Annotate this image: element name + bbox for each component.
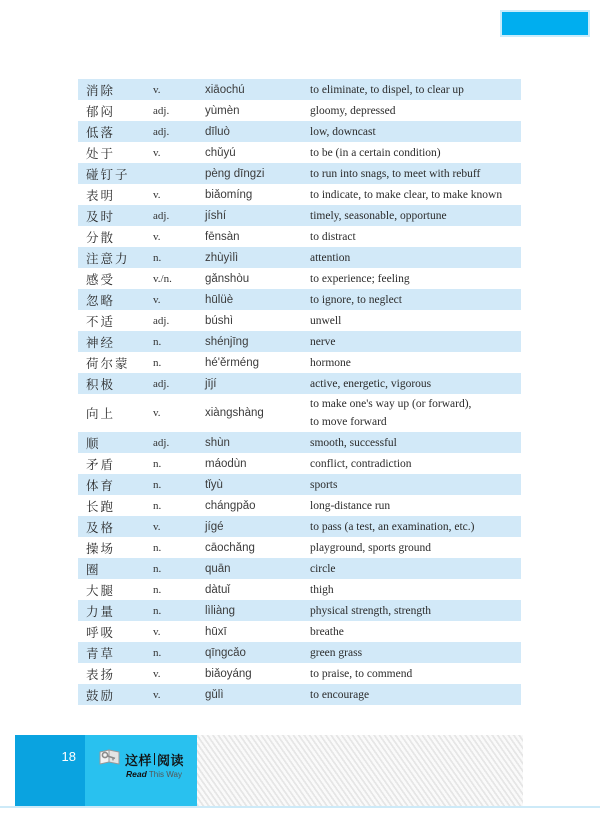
- definition-cell: nerve: [310, 335, 336, 348]
- pos-cell: n.: [153, 457, 162, 470]
- pos-cell: v.: [153, 667, 161, 680]
- definition-cell: to eliminate, to dispel, to clear up: [310, 83, 464, 96]
- pinyin-cell: chángpǎo: [205, 499, 256, 512]
- pos-cell: v./n.: [153, 272, 172, 285]
- logo-cn-right: 阅读: [157, 752, 185, 768]
- logo-chinese-title: [125, 750, 184, 769]
- pos-cell: n.: [153, 478, 162, 491]
- pos-cell: adj.: [153, 377, 170, 390]
- pos-cell: n.: [153, 335, 162, 348]
- vocab-row: [78, 79, 521, 100]
- pos-cell: n.: [153, 604, 162, 617]
- definition-cell: to distract: [310, 230, 356, 243]
- page-number-box: [15, 735, 85, 806]
- pinyin-cell: jíshí: [205, 209, 227, 222]
- top-accent-bar: [500, 10, 590, 37]
- definition-cell: to make one's way up (or forward), to move forward: [310, 398, 472, 428]
- pinyin-cell: dīluò: [205, 125, 230, 138]
- pinyin-cell: gǔlì: [205, 688, 224, 701]
- pos-cell: n.: [153, 646, 162, 659]
- pinyin-cell: shénjīng: [205, 335, 249, 348]
- logo-en-bold: Read: [126, 769, 147, 779]
- vocab-row: [78, 226, 521, 247]
- pos-cell: n.: [153, 562, 162, 575]
- definition-cell: smooth, successful: [310, 436, 397, 449]
- pinyin-cell: hé'ěrméng: [205, 356, 259, 369]
- definition-cell: to experience; feeling: [310, 272, 410, 285]
- word-cell: 郁闷: [86, 104, 116, 119]
- pinyin-cell: hūlüè: [205, 293, 234, 306]
- pinyin-cell: fēnsàn: [205, 230, 240, 243]
- pinyin-cell: cāochǎng: [205, 541, 255, 554]
- pinyin-cell: máodùn: [205, 457, 247, 470]
- word-cell: 表扬: [86, 667, 116, 682]
- pinyin-cell: biǎoyáng: [205, 667, 252, 680]
- logo-english-title: [126, 770, 182, 779]
- vocab-row: [78, 268, 521, 289]
- vocab-row: [78, 600, 521, 621]
- word-cell: 处于: [86, 146, 116, 161]
- word-cell: 大腿: [86, 583, 116, 598]
- pos-cell: v.: [153, 188, 161, 201]
- pinyin-cell: shùn: [205, 436, 230, 449]
- vocab-row: [78, 100, 521, 121]
- word-cell: 低落: [86, 125, 116, 140]
- definition-cell: attention: [310, 251, 351, 264]
- definition-cell: low, downcast: [310, 125, 376, 138]
- pinyin-cell: tǐyù: [205, 478, 223, 491]
- pinyin-cell: yùmèn: [205, 104, 240, 117]
- pos-cell: v.: [153, 83, 161, 96]
- vocab-row: [78, 642, 521, 663]
- vocab-row: [78, 121, 521, 142]
- word-cell: 分散: [86, 230, 116, 245]
- pos-cell: v.: [153, 293, 161, 306]
- vocab-row: [78, 289, 521, 310]
- vocab-row: [78, 163, 521, 184]
- vocab-row: [78, 247, 521, 268]
- footer-band: [0, 735, 600, 808]
- vocab-row: [78, 663, 521, 684]
- definition-cell: to encourage: [310, 688, 370, 701]
- word-cell: 圈: [86, 562, 101, 577]
- pinyin-cell: dàtuǐ: [205, 583, 230, 596]
- word-cell: 体育: [86, 478, 116, 493]
- pinyin-cell: xiāochú: [205, 83, 245, 96]
- vocab-row: [78, 453, 521, 474]
- pos-cell: v.: [153, 625, 161, 638]
- pos-cell: n.: [153, 499, 162, 512]
- vocab-row: [78, 684, 521, 705]
- pos-cell: adj.: [153, 209, 170, 222]
- word-cell: 操场: [86, 541, 116, 556]
- definition-cell: conflict, contradiction: [310, 457, 412, 470]
- vocab-row: [78, 373, 521, 394]
- pos-cell: n.: [153, 541, 162, 554]
- pinyin-cell: biǎomíng: [205, 188, 253, 201]
- book-key-icon: [98, 748, 122, 770]
- word-cell: 消除: [86, 83, 116, 98]
- word-cell: 鼓励: [86, 688, 116, 703]
- pinyin-cell: qīngcǎo: [205, 646, 246, 659]
- definition-cell: timely, seasonable, opportune: [310, 209, 447, 222]
- word-cell: 忽略: [86, 293, 116, 308]
- definition-cell: hormone: [310, 356, 351, 369]
- series-logo: [85, 735, 197, 806]
- word-cell: 顺: [86, 436, 101, 451]
- vocab-row: [78, 352, 521, 373]
- pinyin-cell: jígé: [205, 520, 224, 533]
- definition-cell: sports: [310, 478, 338, 491]
- word-cell: 碰钉子: [86, 167, 130, 182]
- word-cell: 荷尔蒙: [86, 356, 130, 371]
- vocab-row: [78, 310, 521, 331]
- definition-cell: to be (in a certain condition): [310, 146, 441, 159]
- pos-cell: n.: [153, 356, 162, 369]
- word-cell: 神经: [86, 335, 116, 350]
- pos-cell: adj.: [153, 104, 170, 117]
- definition-cell: to pass (a test, an examination, etc.): [310, 520, 475, 533]
- word-cell: 感受: [86, 272, 116, 287]
- definition-cell: breathe: [310, 625, 344, 638]
- logo-cn-left: 这样: [124, 752, 152, 768]
- pinyin-cell: lìliàng: [205, 604, 236, 617]
- word-cell: 向上: [86, 407, 116, 421]
- pos-cell: v.: [153, 520, 161, 533]
- pinyin-cell: búshì: [205, 314, 234, 327]
- definition-cell: active, energetic, vigorous: [310, 377, 432, 390]
- word-cell: 积极: [86, 377, 116, 392]
- word-cell: 及时: [86, 209, 116, 224]
- pinyin-cell: quān: [205, 562, 231, 575]
- word-cell: 呼吸: [86, 625, 116, 640]
- word-cell: 不适: [86, 314, 116, 329]
- logo-divider: [154, 753, 155, 765]
- pos-cell: v.: [153, 688, 161, 701]
- word-cell: 表明: [86, 188, 116, 203]
- vocab-row: [78, 621, 521, 642]
- definition-cell: playground, sports ground: [310, 541, 432, 554]
- pinyin-cell: xiàngshàng: [205, 407, 264, 419]
- vocab-row: [78, 205, 521, 226]
- pinyin-cell: chǔyú: [205, 146, 236, 159]
- definition-cell: to praise, to commend: [310, 667, 413, 680]
- pinyin-cell: hūxī: [205, 625, 227, 638]
- pos-cell: n.: [153, 251, 162, 264]
- word-cell: 矛盾: [86, 457, 116, 472]
- pos-cell: adj.: [153, 436, 170, 449]
- vocab-row: [78, 142, 521, 163]
- pos-cell: v.: [153, 407, 161, 419]
- word-cell: 长跑: [86, 499, 116, 514]
- definition-cell: circle: [310, 562, 336, 575]
- vocab-row: [78, 495, 521, 516]
- pos-cell: adj.: [153, 314, 170, 327]
- pos-cell: adj.: [153, 125, 170, 138]
- vocab-row: [78, 331, 521, 352]
- vocab-row: [78, 516, 521, 537]
- word-cell: 力量: [86, 604, 116, 619]
- word-cell: 注意力: [86, 251, 130, 266]
- page-number: 18: [61, 749, 76, 764]
- definition-cell: to indicate, to make clear, to make known: [310, 188, 503, 201]
- definition-cell: unwell: [310, 314, 342, 327]
- definition-cell: gloomy, depressed: [310, 104, 396, 117]
- definition-cell: to run into snags, to meet with rebuff: [310, 167, 481, 180]
- definition-cell: thigh: [310, 583, 334, 596]
- logo-en-rest: This Way: [148, 770, 182, 779]
- pos-cell: n.: [153, 583, 162, 596]
- definition-cell: green grass: [310, 646, 363, 659]
- vocab-row: [78, 558, 521, 579]
- vocab-row: [78, 474, 521, 495]
- vocab-table: [78, 79, 521, 705]
- pinyin-cell: gǎnshòu: [205, 272, 250, 285]
- definition-cell: long-distance run: [310, 499, 391, 512]
- vocab-row: [78, 537, 521, 558]
- definition-cell: physical strength, strength: [310, 604, 432, 617]
- pos-cell: v.: [153, 146, 161, 159]
- vocab-row: [78, 184, 521, 205]
- word-cell: 及格: [86, 520, 116, 535]
- pinyin-cell: zhùyìlì: [205, 251, 239, 264]
- diagonal-stripes-decoration: [197, 735, 523, 806]
- pinyin-cell: jījí: [205, 377, 217, 390]
- word-cell: 青草: [86, 646, 116, 661]
- pinyin-cell: pèng dīngzi: [205, 167, 265, 180]
- vocab-row: [78, 579, 521, 600]
- vocab-row: [78, 432, 521, 453]
- vocab-row: [78, 394, 521, 432]
- pos-cell: v.: [153, 230, 161, 243]
- definition-cell: to ignore, to neglect: [310, 293, 402, 306]
